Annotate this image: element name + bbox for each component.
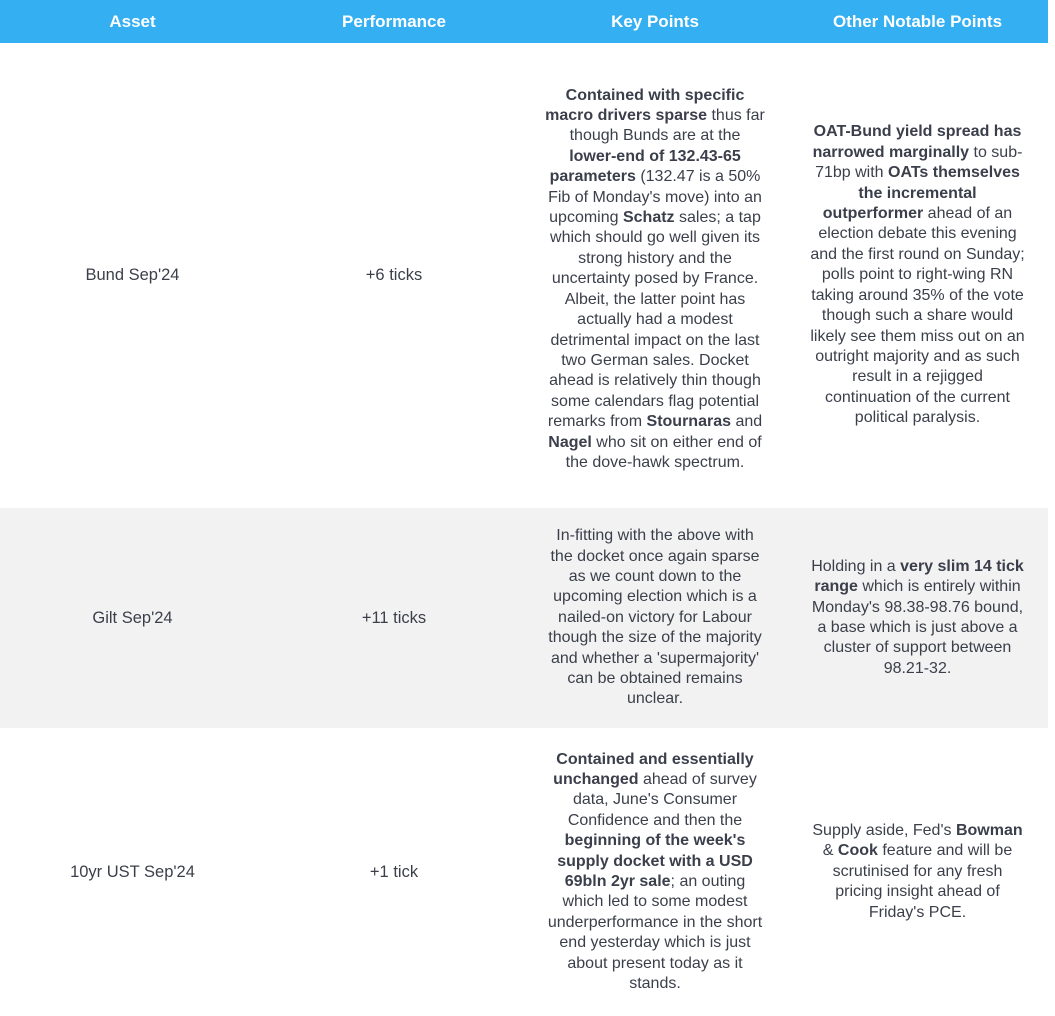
- header-performance: Performance: [265, 0, 523, 43]
- other-notable-points-cell: [787, 508, 1048, 728]
- text-segment: ahead of an election debate this evening and the first round on Sunday; polls point to right-wing RN taking around 35% of the vote though such a share would likely see them miss out on an outright majority and as such result in a rejigged continuation of the current political paralysis.: [810, 205, 1025, 427]
- performance-cell: +1 tick: [369, 862, 419, 881]
- bold-text-segment: Bowman: [955, 821, 1023, 839]
- text-segment: &: [822, 842, 838, 860]
- header-row: [0, 0, 1048, 43]
- text-segment: Holding in a: [811, 557, 901, 575]
- key-points-cell: [523, 43, 787, 508]
- bold-text-segment: lower-end of 132.43-65 parameters: [549, 147, 741, 186]
- key-points-cell: [523, 728, 787, 1016]
- performance-cell: +6 ticks: [365, 266, 423, 285]
- bold-text-segment: OAT-Bund yield spread has narrowed marginally: [812, 123, 1022, 161]
- table-row-ust: [0, 728, 1048, 1016]
- text-segment: ; an outing which led to some modest underperformance in the short end yesterday which is just about present today as it stands.: [547, 873, 763, 993]
- table-row-bund: [0, 43, 1048, 508]
- text-segment: who sit on either end of the dove-hawk spectrum.: [565, 433, 762, 471]
- asset-cell: Gilt Sep'24: [92, 608, 173, 627]
- text-segment: ahead of survey data, June's Consumer Confidence and then the: [567, 770, 757, 829]
- text-segment: which is entirely within Monday's 98.38-98.76 bound, a base which is just above a cluster of support between 98.21-32.: [811, 578, 1024, 677]
- header-asset: Asset: [0, 0, 265, 43]
- text-segment: feature and will be scrutinised for any fresh pricing insight ahead of Friday's PCE.: [832, 842, 1013, 921]
- text-segment: sales; a tap which should go well given its strong history and the uncertainty posed by France. Albeit, the latter point has actually had a modest detrimental impact on the last two German sales. Docket ahead is relatively thin though some calendars flag potential remarks from: [547, 209, 761, 431]
- performance-cell: +11 ticks: [361, 608, 427, 627]
- text-segment: and: [731, 413, 763, 431]
- header-other-notable-points: Other Notable Points: [787, 0, 1048, 43]
- asset-cell: 10yr UST Sep'24: [70, 862, 195, 881]
- bold-text-segment: Schatz: [622, 209, 675, 227]
- text-segment: thus far though Bunds are at the: [569, 107, 765, 145]
- bold-text-segment: OATs themselves the incremental outperformer: [822, 164, 1020, 223]
- key-points-cell: [523, 508, 787, 728]
- other-notable-points-cell: [787, 728, 1048, 1016]
- bold-text-segment: Cook: [837, 842, 878, 860]
- bold-text-segment: Stournaras: [646, 413, 731, 431]
- bold-text-segment: Nagel: [548, 433, 592, 451]
- header-key-points: Key Points: [523, 0, 787, 43]
- bold-text-segment: Contained and essentially unchanged: [553, 750, 754, 788]
- text-segment: In-fitting with the above with the docket once again sparse as we count down to the upcoming election which is a nailed-on victory for Labour though the size of the majority and whether a 'supermajority' can be obtained remains unclear.: [548, 527, 762, 708]
- text-segment: Supply aside, Fed's: [812, 821, 956, 839]
- table-row-gilt: [0, 508, 1048, 728]
- asset-cell: Bund Sep'24: [85, 266, 180, 285]
- bold-text-segment: Contained with specific macro drivers sparse: [545, 86, 745, 125]
- bold-text-segment: very slim 14 tick range: [814, 557, 1024, 596]
- other-notable-points-cell: [787, 43, 1048, 508]
- bold-text-segment: beginning of the week's supply docket with a USD 69bln 2yr sale: [557, 832, 753, 890]
- text-segment: to sub-71bp with: [815, 143, 1023, 182]
- text-segment: (132.47 is a 50% Fib of Monday's move) into an upcoming: [548, 168, 762, 227]
